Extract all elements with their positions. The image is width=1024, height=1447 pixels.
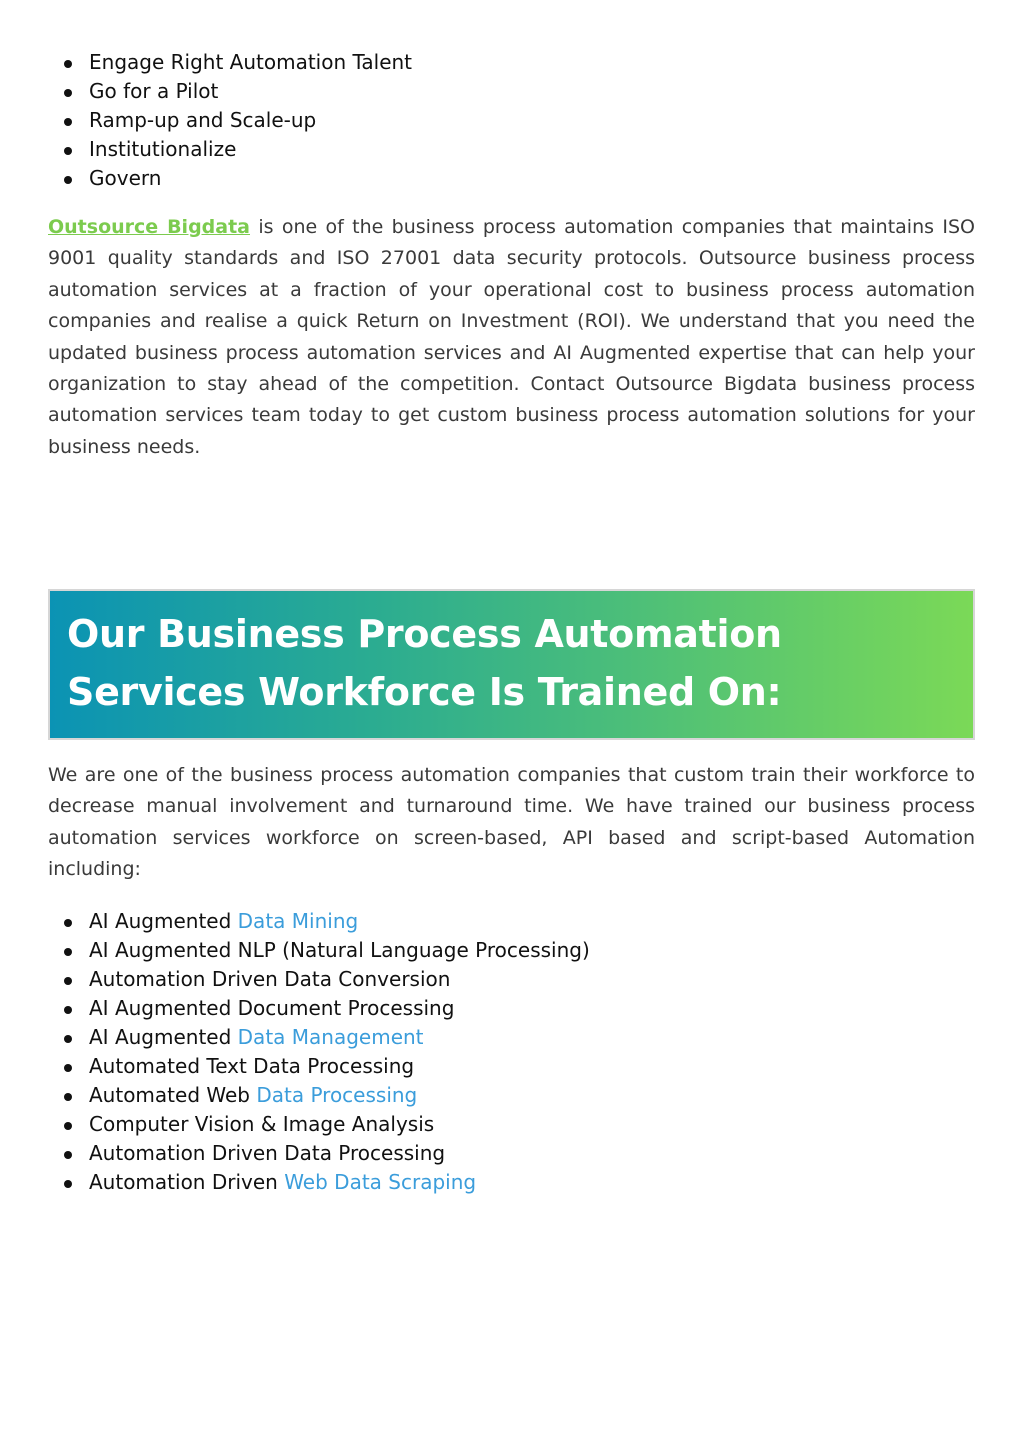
bullet-dot-icon <box>64 147 72 155</box>
data-processing-link[interactable]: Data Processing <box>256 1083 418 1107</box>
step-label: Govern <box>89 166 162 190</box>
list-item <box>48 907 590 936</box>
bullet-dot-icon <box>64 1006 72 1014</box>
service-text: Automated Text Data Processing <box>89 1054 415 1078</box>
step-label: Engage Right Automation Talent <box>89 50 413 74</box>
list-item <box>48 1139 590 1168</box>
bullet-dot-icon <box>64 89 72 97</box>
list-item <box>48 1081 590 1110</box>
step-label: Institutionalize <box>89 137 237 161</box>
bullet-dot-icon <box>64 977 72 985</box>
bullet-dot-icon <box>64 919 72 927</box>
list-item <box>48 994 590 1023</box>
banner-title: Our Business Process Automation Services Workforce Is Trained On: <box>67 612 782 714</box>
bullet-dot-icon <box>64 176 72 184</box>
service-text: Automation Driven Data Processing <box>89 1141 446 1165</box>
step-label: Go for a Pilot <box>89 79 219 103</box>
bullet-dot-icon <box>64 1035 72 1043</box>
service-text: Automation Driven Data Conversion <box>89 967 451 991</box>
bullet-dot-icon <box>64 1180 72 1188</box>
automation-steps-list <box>48 48 412 193</box>
service-text: AI Augmented <box>89 1025 238 1049</box>
service-text: Automated Web <box>89 1083 257 1107</box>
bullet-dot-icon <box>64 1093 72 1101</box>
list-item <box>48 164 412 193</box>
list-item <box>48 1110 590 1139</box>
list-item <box>48 936 590 965</box>
service-text: Computer Vision & Image Analysis <box>89 1112 435 1136</box>
web-data-scraping-link[interactable]: Web Data Scraping <box>284 1170 477 1194</box>
services-list <box>48 907 590 1197</box>
service-text: AI Augmented <box>89 909 238 933</box>
intro-text: is one of the business process automation companies that maintains ISO 9001 quality standards and ISO 27001 data security protocols. Outsource business process automation services at a fraction of your operational cost to business process automation companies and realise a quick Return on Investment (ROI). We understand that you need the updated business process automation services and AI Augmented expertise that can help your organization to stay ahead of the competition. Contact Outsource Bigdata business process automation services team today to get custom business process automation solutions for your business needs. <box>48 216 975 458</box>
list-item <box>48 965 590 994</box>
service-text: AI Augmented NLP (Natural Language Processing) <box>89 938 590 962</box>
bullet-dot-icon <box>64 948 72 956</box>
bullet-dot-icon <box>64 60 72 68</box>
list-item <box>48 77 412 106</box>
list-item <box>48 48 412 77</box>
list-item <box>48 1023 590 1052</box>
list-item <box>48 1168 590 1197</box>
list-item <box>48 106 412 135</box>
data-mining-link[interactable]: Data Mining <box>237 909 359 933</box>
bullet-dot-icon <box>64 1151 72 1159</box>
service-text: AI Augmented Document Processing <box>89 996 455 1020</box>
bullet-dot-icon <box>64 1064 72 1072</box>
intro-paragraph <box>48 212 975 463</box>
service-text: Automation Driven <box>89 1170 285 1194</box>
bullet-dot-icon <box>64 118 72 126</box>
list-item <box>48 1052 590 1081</box>
list-item <box>48 135 412 164</box>
step-label: Ramp-up and Scale-up <box>89 108 317 132</box>
section-banner <box>48 589 975 740</box>
training-paragraph: We are one of the business process automation companies that custom train their workforce to decrease manual involvement and turnaround time. We have trained our business process automation services workforce on screen-based, API based and script-based Automation including: <box>48 764 975 881</box>
outsource-bigdata-link[interactable]: Outsource Bigdata <box>48 216 250 238</box>
data-management-link[interactable]: Data Management <box>237 1025 424 1049</box>
bullet-dot-icon <box>64 1122 72 1130</box>
